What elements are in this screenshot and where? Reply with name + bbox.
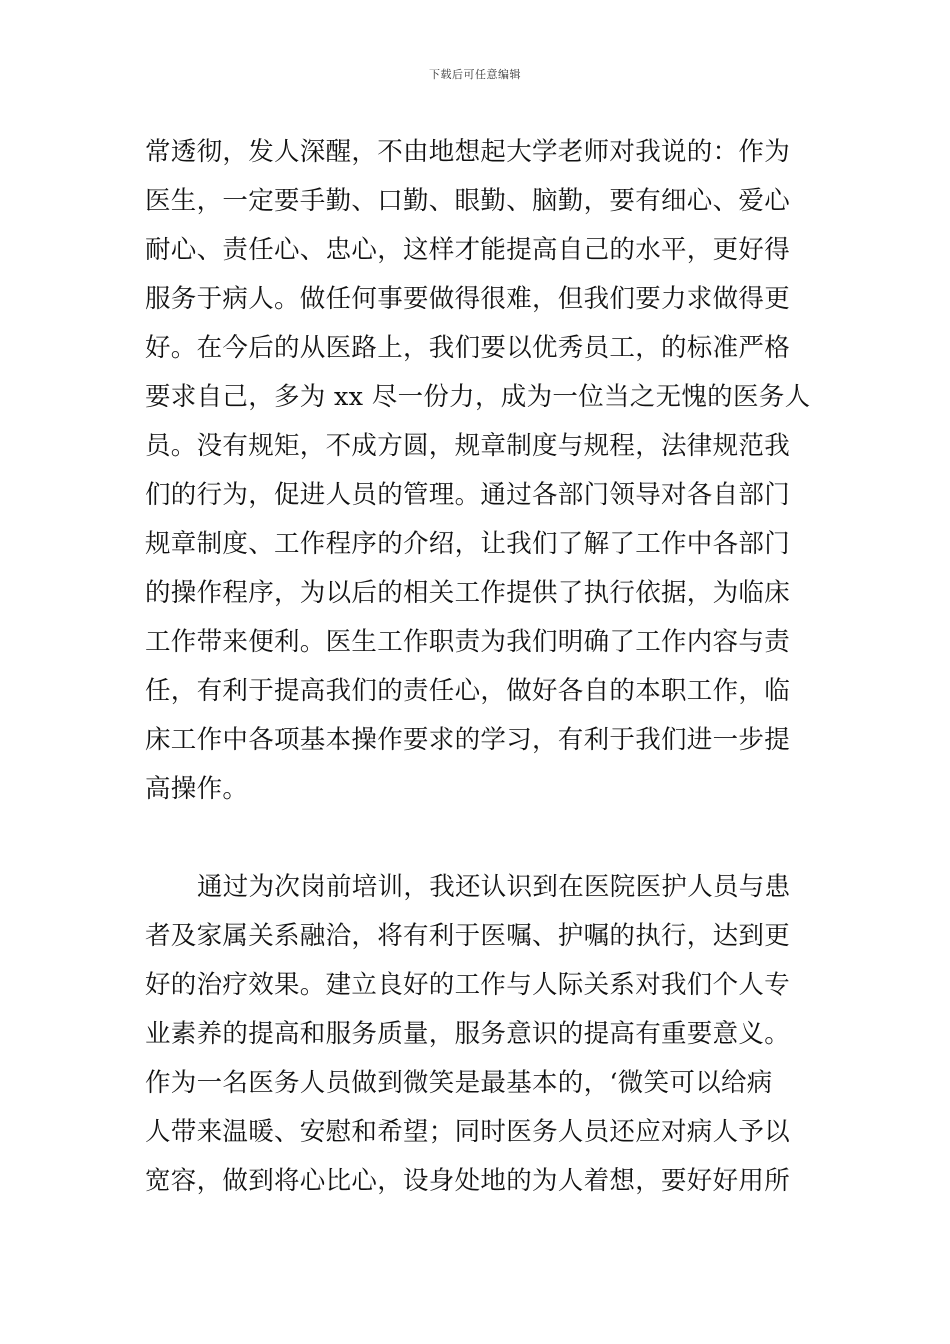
paragraph-1 — [145, 128, 811, 814]
text-line: 好。在今后的从医路上，我们要以优秀员工，的标准严格 — [145, 333, 791, 363]
text-line: 高操作。 — [145, 774, 249, 804]
text-line: 规章制度、工作程序的介绍，让我们了解了工作中各部门 — [145, 529, 791, 559]
page-header: 下载后可任意编辑 — [429, 68, 521, 81]
text-line: 床工作中各项基本操作要求的学习，有利于我们进一步提 — [145, 725, 791, 755]
text-line: 者及家属关系融洽，将有利于医嘱、护嘱的执行，达到更 — [145, 921, 791, 951]
text-line: 作为一名医务人员做到微笑是最基本的，‘微笑可以给病 — [145, 1068, 773, 1098]
text-line: 要求自己，多为 xx 尽一份力，成为一位当之无愧的医务人 — [145, 382, 811, 412]
text-line: 耐心、责任心、忠心，这样才能提高自己的水平，更好得 — [145, 235, 791, 265]
text-line: 业素养的提高和服务质量，服务意识的提高有重要意义。 — [145, 1019, 791, 1049]
paragraph-2 — [145, 863, 807, 1206]
text-line: 宽容，做到将心比心，设身处地的为人着想，要好好用所 — [145, 1166, 791, 1196]
document-body — [145, 128, 811, 1206]
text-line: 医生，一定要手勤、口勤、眼勤、脑勤，要有细心、爱心 — [145, 186, 791, 216]
text-line: 的操作程序，为以后的相关工作提供了执行依据，为临床 — [145, 578, 791, 608]
text-line: 任，有利于提高我们的责任心，做好各自的本职工作，临 — [145, 676, 791, 706]
paragraph-spacer — [145, 814, 807, 863]
text-line: 们的行为，促进人员的管理。通过各部门领导对各自部门 — [145, 480, 791, 510]
text-line: 人带来温暖、安慰和希望；同时医务人员还应对病人予以 — [145, 1117, 791, 1147]
text-line: 员。没有规矩，不成方圆，规章制度与规程，法律规范我 — [145, 431, 791, 461]
text-line: 服务于病人。做任何事要做得很难，但我们要力求做得更 — [145, 284, 791, 314]
text-line: 工作带来便利。医生工作职责为我们明确了工作内容与责 — [145, 627, 791, 657]
text-line: 通过为次岗前培训，我还认识到在医院医护人员与患 — [197, 872, 791, 902]
text-line: 好的治疗效果。建立良好的工作与人际关系对我们个人专 — [145, 970, 791, 1000]
text-line: 常透彻，发人深醒，不由地想起大学老师对我说的：作为 — [145, 137, 791, 167]
